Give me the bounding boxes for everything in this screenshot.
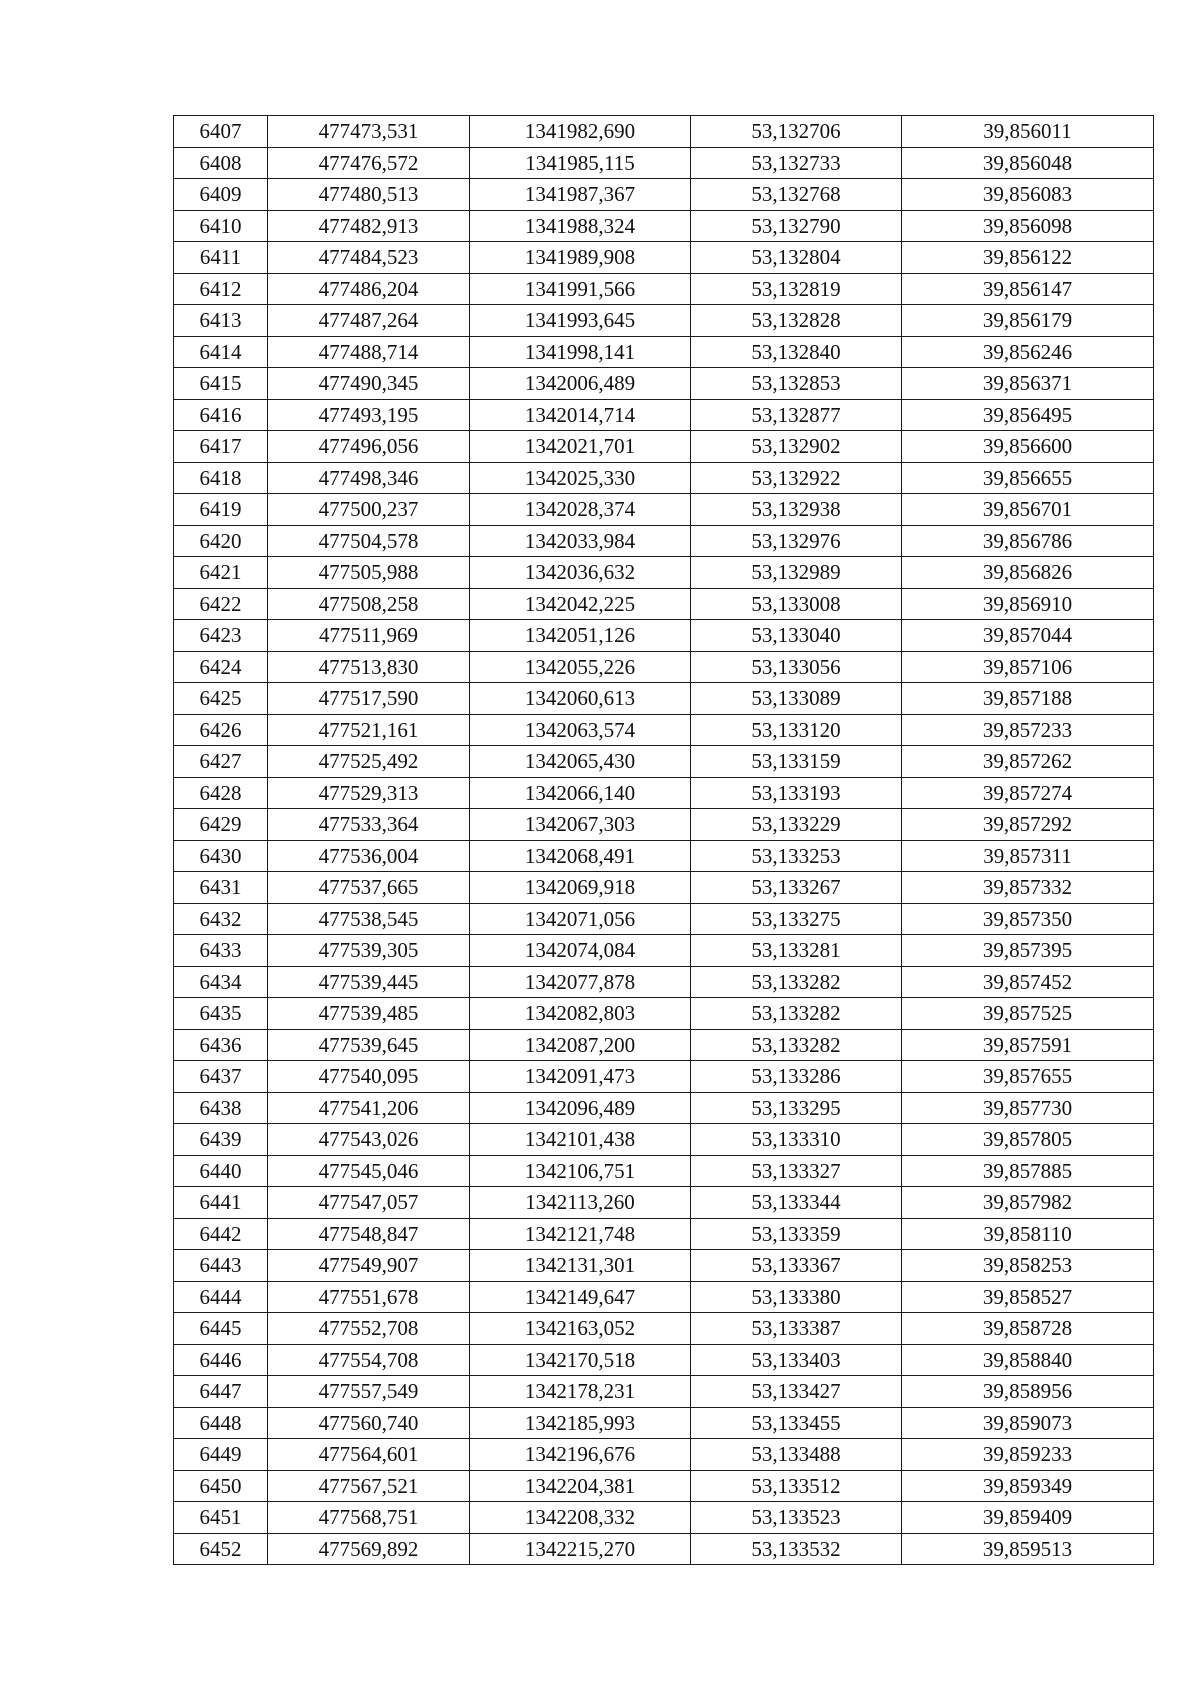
latitude-cell: 53,133008 [691, 588, 902, 620]
table-row [174, 210, 1154, 242]
latitude-cell: 53,133532 [691, 1533, 902, 1565]
x-coordinate-cell: 477567,521 [268, 1470, 470, 1502]
x-coordinate-cell: 477569,892 [268, 1533, 470, 1565]
y-coordinate-cell: 1342028,374 [470, 494, 691, 526]
y-coordinate-cell: 1342006,489 [470, 368, 691, 400]
latitude-cell: 53,133281 [691, 935, 902, 967]
table-row [174, 840, 1154, 872]
longitude-cell: 39,856910 [902, 588, 1154, 620]
point-number-cell: 6410 [174, 210, 268, 242]
table-row [174, 1092, 1154, 1124]
longitude-cell: 39,857262 [902, 746, 1154, 778]
point-number-cell: 6412 [174, 273, 268, 305]
y-coordinate-cell: 1342060,613 [470, 683, 691, 715]
latitude-cell: 53,133327 [691, 1155, 902, 1187]
latitude-cell: 53,133089 [691, 683, 902, 715]
longitude-cell: 39,857311 [902, 840, 1154, 872]
longitude-cell: 39,858527 [902, 1281, 1154, 1313]
longitude-cell: 39,857982 [902, 1187, 1154, 1219]
x-coordinate-cell: 477557,549 [268, 1376, 470, 1408]
table-row [174, 305, 1154, 337]
longitude-cell: 39,859349 [902, 1470, 1154, 1502]
x-coordinate-cell: 477521,161 [268, 714, 470, 746]
x-coordinate-cell: 477498,346 [268, 462, 470, 494]
x-coordinate-cell: 477543,026 [268, 1124, 470, 1156]
x-coordinate-cell: 477547,057 [268, 1187, 470, 1219]
y-coordinate-cell: 1342082,803 [470, 998, 691, 1030]
y-coordinate-cell: 1342077,878 [470, 966, 691, 998]
point-number-cell: 6425 [174, 683, 268, 715]
latitude-cell: 53,132804 [691, 242, 902, 274]
point-number-cell: 6443 [174, 1250, 268, 1282]
point-number-cell: 6426 [174, 714, 268, 746]
x-coordinate-cell: 477554,708 [268, 1344, 470, 1376]
x-coordinate-cell: 477539,445 [268, 966, 470, 998]
table-row [174, 1218, 1154, 1250]
latitude-cell: 53,132853 [691, 368, 902, 400]
table-row [174, 620, 1154, 652]
table-row [174, 273, 1154, 305]
longitude-cell: 39,856083 [902, 179, 1154, 211]
x-coordinate-cell: 477508,258 [268, 588, 470, 620]
y-coordinate-cell: 1342065,430 [470, 746, 691, 778]
table-row [174, 651, 1154, 683]
latitude-cell: 53,133282 [691, 966, 902, 998]
y-coordinate-cell: 1342113,260 [470, 1187, 691, 1219]
x-coordinate-cell: 477473,531 [268, 116, 470, 148]
y-coordinate-cell: 1342074,084 [470, 935, 691, 967]
longitude-cell: 39,857292 [902, 809, 1154, 841]
longitude-cell: 39,856122 [902, 242, 1154, 274]
x-coordinate-cell: 477540,095 [268, 1061, 470, 1093]
coordinates-table [173, 115, 1154, 1565]
table-row [174, 683, 1154, 715]
table-row [174, 1407, 1154, 1439]
x-coordinate-cell: 477484,523 [268, 242, 470, 274]
y-coordinate-cell: 1342185,993 [470, 1407, 691, 1439]
y-coordinate-cell: 1342069,918 [470, 872, 691, 904]
table-row [174, 1250, 1154, 1282]
y-coordinate-cell: 1342149,647 [470, 1281, 691, 1313]
point-number-cell: 6407 [174, 116, 268, 148]
point-number-cell: 6438 [174, 1092, 268, 1124]
longitude-cell: 39,856011 [902, 116, 1154, 148]
longitude-cell: 39,856147 [902, 273, 1154, 305]
x-coordinate-cell: 477511,969 [268, 620, 470, 652]
longitude-cell: 39,856495 [902, 399, 1154, 431]
longitude-cell: 39,857655 [902, 1061, 1154, 1093]
y-coordinate-cell: 1341988,324 [470, 210, 691, 242]
longitude-cell: 39,857233 [902, 714, 1154, 746]
table-row [174, 746, 1154, 778]
point-number-cell: 6448 [174, 1407, 268, 1439]
latitude-cell: 53,133282 [691, 1029, 902, 1061]
x-coordinate-cell: 477548,847 [268, 1218, 470, 1250]
point-number-cell: 6420 [174, 525, 268, 557]
y-coordinate-cell: 1342204,381 [470, 1470, 691, 1502]
latitude-cell: 53,133040 [691, 620, 902, 652]
x-coordinate-cell: 477500,237 [268, 494, 470, 526]
y-coordinate-cell: 1342051,126 [470, 620, 691, 652]
table-row [174, 809, 1154, 841]
x-coordinate-cell: 477539,305 [268, 935, 470, 967]
table-row [174, 368, 1154, 400]
longitude-cell: 39,857332 [902, 872, 1154, 904]
y-coordinate-cell: 1342055,226 [470, 651, 691, 683]
longitude-cell: 39,856826 [902, 557, 1154, 589]
y-coordinate-cell: 1341998,141 [470, 336, 691, 368]
y-coordinate-cell: 1342071,056 [470, 903, 691, 935]
point-number-cell: 6435 [174, 998, 268, 1030]
point-number-cell: 6421 [174, 557, 268, 589]
latitude-cell: 53,133267 [691, 872, 902, 904]
y-coordinate-cell: 1342163,052 [470, 1313, 691, 1345]
y-coordinate-cell: 1342014,714 [470, 399, 691, 431]
table-row [174, 1439, 1154, 1471]
latitude-cell: 53,132840 [691, 336, 902, 368]
longitude-cell: 39,857274 [902, 777, 1154, 809]
x-coordinate-cell: 477568,751 [268, 1502, 470, 1534]
point-number-cell: 6439 [174, 1124, 268, 1156]
x-coordinate-cell: 477488,714 [268, 336, 470, 368]
point-number-cell: 6446 [174, 1344, 268, 1376]
y-coordinate-cell: 1342066,140 [470, 777, 691, 809]
table-row [174, 242, 1154, 274]
longitude-cell: 39,857044 [902, 620, 1154, 652]
latitude-cell: 53,133253 [691, 840, 902, 872]
x-coordinate-cell: 477517,590 [268, 683, 470, 715]
x-coordinate-cell: 477560,740 [268, 1407, 470, 1439]
x-coordinate-cell: 477549,907 [268, 1250, 470, 1282]
y-coordinate-cell: 1341982,690 [470, 116, 691, 148]
table-row [174, 557, 1154, 589]
y-coordinate-cell: 1342067,303 [470, 809, 691, 841]
table-row [174, 1376, 1154, 1408]
x-coordinate-cell: 477486,204 [268, 273, 470, 305]
y-coordinate-cell: 1342215,270 [470, 1533, 691, 1565]
y-coordinate-cell: 1342170,518 [470, 1344, 691, 1376]
x-coordinate-cell: 477536,004 [268, 840, 470, 872]
latitude-cell: 53,133159 [691, 746, 902, 778]
point-number-cell: 6449 [174, 1439, 268, 1471]
point-number-cell: 6415 [174, 368, 268, 400]
point-number-cell: 6430 [174, 840, 268, 872]
table-row [174, 935, 1154, 967]
x-coordinate-cell: 477552,708 [268, 1313, 470, 1345]
x-coordinate-cell: 477539,645 [268, 1029, 470, 1061]
x-coordinate-cell: 477487,264 [268, 305, 470, 337]
x-coordinate-cell: 477545,046 [268, 1155, 470, 1187]
point-number-cell: 6436 [174, 1029, 268, 1061]
y-coordinate-cell: 1342033,984 [470, 525, 691, 557]
latitude-cell: 53,133359 [691, 1218, 902, 1250]
latitude-cell: 53,133427 [691, 1376, 902, 1408]
x-coordinate-cell: 477538,545 [268, 903, 470, 935]
latitude-cell: 53,132828 [691, 305, 902, 337]
y-coordinate-cell: 1342178,231 [470, 1376, 691, 1408]
y-coordinate-cell: 1342121,748 [470, 1218, 691, 1250]
table-row [174, 1470, 1154, 1502]
point-number-cell: 6445 [174, 1313, 268, 1345]
point-number-cell: 6429 [174, 809, 268, 841]
longitude-cell: 39,858253 [902, 1250, 1154, 1282]
latitude-cell: 53,133229 [691, 809, 902, 841]
point-number-cell: 6452 [174, 1533, 268, 1565]
point-number-cell: 6408 [174, 147, 268, 179]
x-coordinate-cell: 477533,364 [268, 809, 470, 841]
longitude-cell: 39,857106 [902, 651, 1154, 683]
table-row [174, 179, 1154, 211]
longitude-cell: 39,859513 [902, 1533, 1154, 1565]
longitude-cell: 39,856655 [902, 462, 1154, 494]
y-coordinate-cell: 1342196,676 [470, 1439, 691, 1471]
x-coordinate-cell: 477525,492 [268, 746, 470, 778]
latitude-cell: 53,133120 [691, 714, 902, 746]
point-number-cell: 6437 [174, 1061, 268, 1093]
table-row [174, 1313, 1154, 1345]
latitude-cell: 53,133193 [691, 777, 902, 809]
x-coordinate-cell: 477529,313 [268, 777, 470, 809]
latitude-cell: 53,132790 [691, 210, 902, 242]
latitude-cell: 53,132938 [691, 494, 902, 526]
longitude-cell: 39,856246 [902, 336, 1154, 368]
point-number-cell: 6431 [174, 872, 268, 904]
x-coordinate-cell: 477541,206 [268, 1092, 470, 1124]
point-number-cell: 6432 [174, 903, 268, 935]
table-row [174, 872, 1154, 904]
latitude-cell: 53,133286 [691, 1061, 902, 1093]
table-row [174, 588, 1154, 620]
y-coordinate-cell: 1342068,491 [470, 840, 691, 872]
point-number-cell: 6411 [174, 242, 268, 274]
latitude-cell: 53,133367 [691, 1250, 902, 1282]
latitude-cell: 53,132989 [691, 557, 902, 589]
y-coordinate-cell: 1342096,489 [470, 1092, 691, 1124]
x-coordinate-cell: 477476,572 [268, 147, 470, 179]
longitude-cell: 39,857805 [902, 1124, 1154, 1156]
point-number-cell: 6451 [174, 1502, 268, 1534]
longitude-cell: 39,858956 [902, 1376, 1154, 1408]
table-row [174, 1061, 1154, 1093]
longitude-cell: 39,859073 [902, 1407, 1154, 1439]
x-coordinate-cell: 477480,513 [268, 179, 470, 211]
y-coordinate-cell: 1341985,115 [470, 147, 691, 179]
table-row [174, 431, 1154, 463]
table-row [174, 336, 1154, 368]
table-row [174, 399, 1154, 431]
point-number-cell: 6427 [174, 746, 268, 778]
latitude-cell: 53,133344 [691, 1187, 902, 1219]
latitude-cell: 53,133523 [691, 1502, 902, 1534]
latitude-cell: 53,133488 [691, 1439, 902, 1471]
latitude-cell: 53,132877 [691, 399, 902, 431]
y-coordinate-cell: 1342036,632 [470, 557, 691, 589]
longitude-cell: 39,857452 [902, 966, 1154, 998]
y-coordinate-cell: 1342208,332 [470, 1502, 691, 1534]
table-row [174, 1124, 1154, 1156]
y-coordinate-cell: 1342101,438 [470, 1124, 691, 1156]
table-row [174, 1344, 1154, 1376]
table-row [174, 1029, 1154, 1061]
latitude-cell: 53,133512 [691, 1470, 902, 1502]
longitude-cell: 39,857730 [902, 1092, 1154, 1124]
latitude-cell: 53,133295 [691, 1092, 902, 1124]
longitude-cell: 39,857885 [902, 1155, 1154, 1187]
y-coordinate-cell: 1342131,301 [470, 1250, 691, 1282]
y-coordinate-cell: 1341987,367 [470, 179, 691, 211]
table-row [174, 1281, 1154, 1313]
point-number-cell: 6440 [174, 1155, 268, 1187]
longitude-cell: 39,857525 [902, 998, 1154, 1030]
table-row [174, 714, 1154, 746]
y-coordinate-cell: 1342063,574 [470, 714, 691, 746]
table-row [174, 147, 1154, 179]
x-coordinate-cell: 477551,678 [268, 1281, 470, 1313]
x-coordinate-cell: 477482,913 [268, 210, 470, 242]
latitude-cell: 53,132706 [691, 116, 902, 148]
latitude-cell: 53,133455 [691, 1407, 902, 1439]
latitude-cell: 53,133282 [691, 998, 902, 1030]
longitude-cell: 39,857591 [902, 1029, 1154, 1061]
x-coordinate-cell: 477537,665 [268, 872, 470, 904]
point-number-cell: 6441 [174, 1187, 268, 1219]
latitude-cell: 53,133387 [691, 1313, 902, 1345]
longitude-cell: 39,859409 [902, 1502, 1154, 1534]
longitude-cell: 39,856600 [902, 431, 1154, 463]
longitude-cell: 39,856786 [902, 525, 1154, 557]
point-number-cell: 6433 [174, 935, 268, 967]
table-row [174, 998, 1154, 1030]
point-number-cell: 6424 [174, 651, 268, 683]
point-number-cell: 6434 [174, 966, 268, 998]
x-coordinate-cell: 477504,578 [268, 525, 470, 557]
table-row [174, 1187, 1154, 1219]
point-number-cell: 6450 [174, 1470, 268, 1502]
y-coordinate-cell: 1342025,330 [470, 462, 691, 494]
table-row [174, 116, 1154, 148]
x-coordinate-cell: 477490,345 [268, 368, 470, 400]
coordinates-table-body [174, 116, 1154, 1565]
latitude-cell: 53,133380 [691, 1281, 902, 1313]
table-row [174, 462, 1154, 494]
y-coordinate-cell: 1341989,908 [470, 242, 691, 274]
x-coordinate-cell: 477505,988 [268, 557, 470, 589]
y-coordinate-cell: 1342021,701 [470, 431, 691, 463]
x-coordinate-cell: 477539,485 [268, 998, 470, 1030]
point-number-cell: 6419 [174, 494, 268, 526]
point-number-cell: 6417 [174, 431, 268, 463]
table-row [174, 777, 1154, 809]
y-coordinate-cell: 1342091,473 [470, 1061, 691, 1093]
latitude-cell: 53,132902 [691, 431, 902, 463]
point-number-cell: 6409 [174, 179, 268, 211]
longitude-cell: 39,857395 [902, 935, 1154, 967]
point-number-cell: 6422 [174, 588, 268, 620]
point-number-cell: 6416 [174, 399, 268, 431]
latitude-cell: 53,133056 [691, 651, 902, 683]
latitude-cell: 53,132976 [691, 525, 902, 557]
x-coordinate-cell: 477496,056 [268, 431, 470, 463]
y-coordinate-cell: 1342042,225 [470, 588, 691, 620]
x-coordinate-cell: 477513,830 [268, 651, 470, 683]
latitude-cell: 53,132819 [691, 273, 902, 305]
latitude-cell: 53,133275 [691, 903, 902, 935]
table-row [174, 525, 1154, 557]
longitude-cell: 39,857350 [902, 903, 1154, 935]
longitude-cell: 39,856371 [902, 368, 1154, 400]
longitude-cell: 39,856048 [902, 147, 1154, 179]
longitude-cell: 39,856701 [902, 494, 1154, 526]
point-number-cell: 6418 [174, 462, 268, 494]
latitude-cell: 53,133403 [691, 1344, 902, 1376]
table-row [174, 1155, 1154, 1187]
longitude-cell: 39,856179 [902, 305, 1154, 337]
point-number-cell: 6414 [174, 336, 268, 368]
point-number-cell: 6442 [174, 1218, 268, 1250]
point-number-cell: 6428 [174, 777, 268, 809]
longitude-cell: 39,858110 [902, 1218, 1154, 1250]
y-coordinate-cell: 1342106,751 [470, 1155, 691, 1187]
longitude-cell: 39,858728 [902, 1313, 1154, 1345]
longitude-cell: 39,858840 [902, 1344, 1154, 1376]
longitude-cell: 39,857188 [902, 683, 1154, 715]
latitude-cell: 53,132922 [691, 462, 902, 494]
point-number-cell: 6423 [174, 620, 268, 652]
latitude-cell: 53,133310 [691, 1124, 902, 1156]
point-number-cell: 6447 [174, 1376, 268, 1408]
table-row [174, 903, 1154, 935]
latitude-cell: 53,132768 [691, 179, 902, 211]
table-row [174, 1533, 1154, 1565]
x-coordinate-cell: 477493,195 [268, 399, 470, 431]
table-row [174, 494, 1154, 526]
x-coordinate-cell: 477564,601 [268, 1439, 470, 1471]
y-coordinate-cell: 1342087,200 [470, 1029, 691, 1061]
point-number-cell: 6444 [174, 1281, 268, 1313]
longitude-cell: 39,859233 [902, 1439, 1154, 1471]
point-number-cell: 6413 [174, 305, 268, 337]
longitude-cell: 39,856098 [902, 210, 1154, 242]
y-coordinate-cell: 1341991,566 [470, 273, 691, 305]
latitude-cell: 53,132733 [691, 147, 902, 179]
y-coordinate-cell: 1341993,645 [470, 305, 691, 337]
table-row [174, 1502, 1154, 1534]
table-row [174, 966, 1154, 998]
